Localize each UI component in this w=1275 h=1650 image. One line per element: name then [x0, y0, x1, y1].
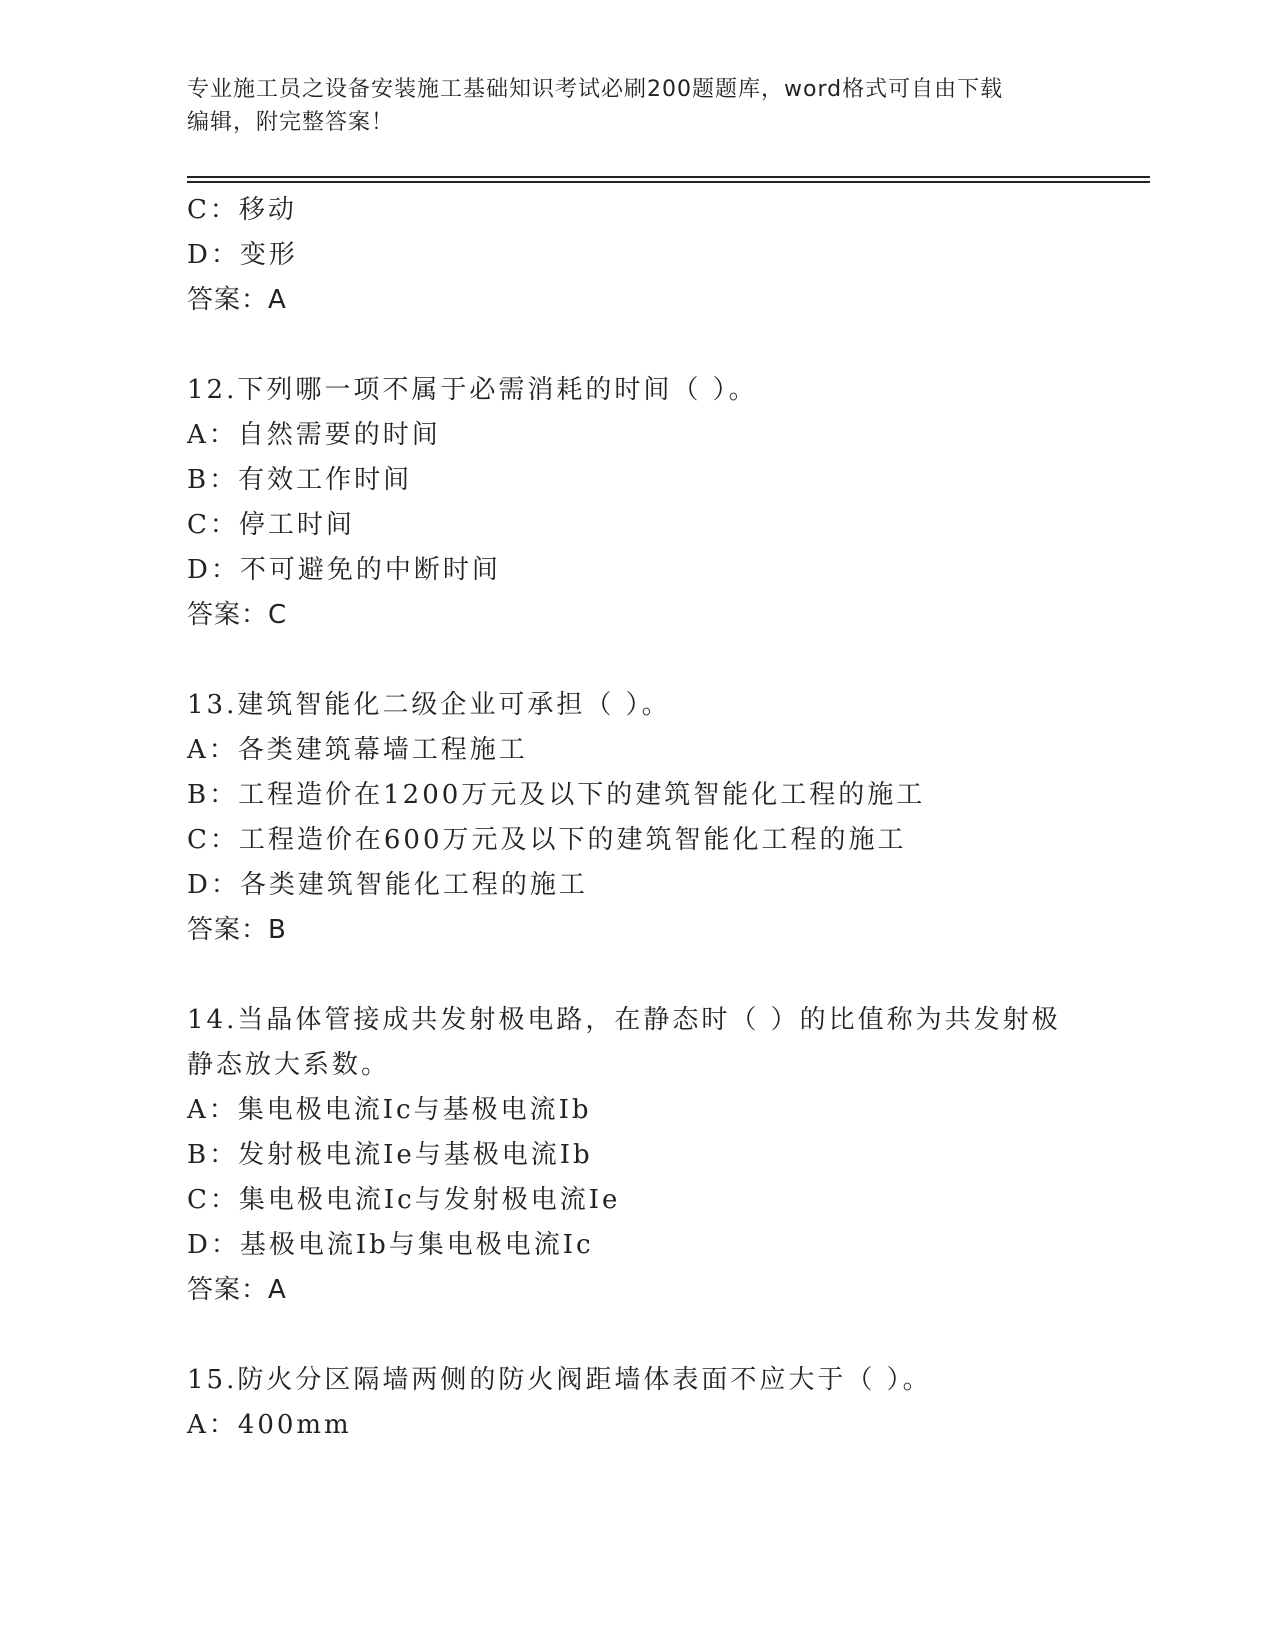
- question-14-line-2: 静态放大系数。: [187, 1050, 391, 1080]
- option-d-q13: D：各类建筑智能化工程的施工: [187, 870, 588, 900]
- option-c-q11: C：移动: [187, 195, 297, 225]
- option-c-q12: C：停工时间: [187, 510, 355, 540]
- spacer: [187, 638, 1150, 683]
- option-a-q14: A：集电极电流Ic与基极电流Ib: [187, 1095, 592, 1125]
- answer-q11: 答案：A: [187, 285, 287, 315]
- question-12: 12.下列哪一项不属于必需消耗的时间（ ）。: [187, 375, 758, 405]
- option-a-q13: A：各类建筑幕墙工程施工: [187, 735, 528, 765]
- option-a-q15: A：400mm: [187, 1410, 352, 1440]
- option-b-q14: B：发射极电流Ie与基极电流Ib: [187, 1140, 593, 1170]
- option-c-q14: C：集电极电流Ic与发射极电流Ie: [187, 1185, 621, 1215]
- option-b-q12: B：有效工作时间: [187, 465, 413, 495]
- header-title-line-2: 编辑，附完整答案！: [187, 110, 395, 135]
- option-d-q14: D：基极电流Ib与集电极电流Ic: [187, 1230, 594, 1260]
- option-b-q13: B：工程造价在1200万元及以下的建筑智能化工程的施工: [187, 780, 926, 810]
- answer-q13: 答案：B: [187, 915, 287, 945]
- header-rule-top: [187, 176, 1150, 178]
- answer-q14: 答案：A: [187, 1275, 287, 1305]
- spacer: [187, 323, 1150, 368]
- question-15: 15.防火分区隔墙两侧的防火阀距墙体表面不应大于（ ）。: [187, 1365, 932, 1395]
- option-d-q11: D：变形: [187, 240, 298, 270]
- option-a-q12: A：自然需要的时间: [187, 420, 441, 450]
- header-rule-bottom: [187, 181, 1150, 183]
- spacer: [187, 1313, 1150, 1358]
- header-title-line-1: 专业施工员之设备安装施工基础知识考试必刷200题题库，word格式可自由下载: [187, 77, 1004, 102]
- question-14-line-1: 14.当晶体管接成共发射极电路，在静态时（ ）的比值称为共发射极: [187, 1005, 1061, 1035]
- question-13: 13.建筑智能化二级企业可承担（ ）。: [187, 690, 671, 720]
- answer-q12: 答案：C: [187, 600, 288, 630]
- spacer: [187, 953, 1150, 998]
- option-d-q12: D：不可避免的中断时间: [187, 555, 501, 585]
- question-content: [187, 188, 1150, 1448]
- document-header: [187, 73, 1067, 139]
- option-c-q13: C：工程造价在600万元及以下的建筑智能化工程的施工: [187, 825, 907, 855]
